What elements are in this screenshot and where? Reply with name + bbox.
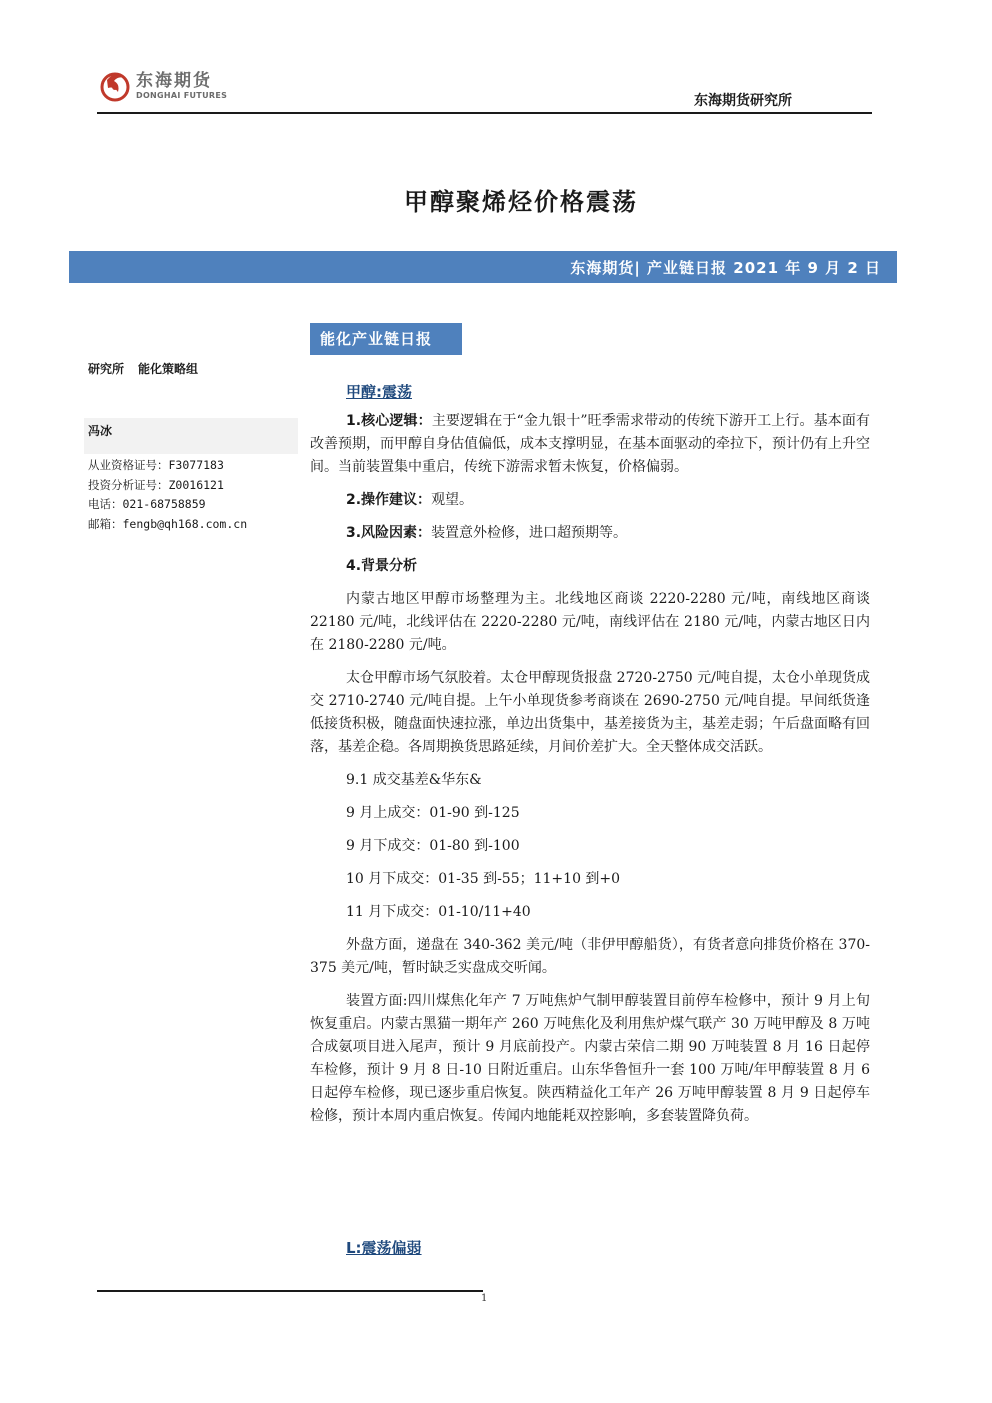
author-contacts [88,456,247,534]
core-logic-text: 主要逻辑在于“金九银十”旺季需求带动的传统下游开工上行。基本面有改善预期，而甲醇自身估值偏低，成本支撑明显，在基本面驱动的牵拉下，预计仍有上升空间。当前装置集中重启，传统下游需求暂未恢复，价格偏弱。 [310,413,870,475]
logo-english-text: DONGHAI FUTURES [136,91,228,100]
outer-market-paragraph: 外盘方面，递盘在 340-362 美元/吨（非伊甲醇船货），有货者意向排货价格在 370-375 美元/吨，暂时缺乏实盘成交听闻。 [310,937,870,976]
deal-line: 9 月下成交：01-80 到-100 [346,838,520,854]
deal-line: 9.1 成交基差&华东& [346,772,482,788]
background-label: 4.背景分析 [346,558,418,574]
header-divider [97,112,872,114]
deal-line: 9 月上成交：01-90 到-125 [346,805,520,821]
section-tab: 能化产业链日报 [310,323,462,355]
logo-chinese-text: 东海期货 [136,71,212,91]
analyst-number: 投资分析证号：Z0016121 [88,477,224,492]
report-banner [69,251,897,283]
core-logic [310,410,870,479]
company-logo [98,66,238,106]
deal-line: 11 月下成交：01-10/11+40 [346,904,531,920]
risk-label: 3.风险因素： [346,525,432,541]
team-name: 能化策略组 [138,362,199,376]
risk-factors [310,522,870,545]
author-name: 冯冰 [88,424,113,438]
page-number: 1 [481,1293,488,1304]
operation-label: 2.操作建议： [346,492,432,508]
background-heading [310,555,870,578]
inner-mongolia-paragraph: 内蒙古地区甲醇市场整理为主。北线地区商谈 2220-2280 元/吨，南线地区商谈 22180 元/吨，北线评估在 2220-2280 元/吨，南线评估在 2180 元/吨，内蒙古地区日内在 2180-2280 元/吨。 [310,591,870,653]
phone: 电话：021-68758859 [88,497,206,511]
risk-text: 装置意外检修，进口超预期等。 [431,525,628,541]
core-logic-label: 1.核心逻辑： [346,413,432,429]
email: 邮箱：fengb@qh168.com.cn [88,516,248,531]
footer-divider [97,1290,483,1292]
taicang-paragraph: 太仓甲醇市场气氛胶着。太仓甲醇现货报盘 2720-2750 元/吨自提，太仓小单现货成交 2710-2740 元/吨自提。上午小单现货参考商谈在 2690-2750 元/吨自提。早间纸货逢低接货积极，随盘面快速拉涨，单边出货集中，基差接货为主，基差走弱；午后盘面略有回落，基差企稳。各周期换货思路延续，月间价差扩大。全天整体成交活跃。 [310,670,870,755]
methanol-heading[interactable]: 甲醇:震荡 [346,383,412,401]
methanol-content [310,410,870,1138]
operation-text: 观望。 [431,492,474,508]
device-paragraph: 装置方面:四川煤焦化年产 7 万吨焦炉气制甲醇装置目前停车检修中，预计 9 月上旬恢复重启。内蒙古黑猫一期年产 260 万吨焦化及利用焦炉煤气联产 30 万吨甲醇及 8 万吨合成氨项目进入尾声，预计 9 月底前投产。内蒙古荣信二期 90 万吨装置 8 月 16 日起停车检修，预计 9 月 8 日-10 日附近重启。山东华鲁恒升一套 100 万吨/年甲醇装置 8 月 6 日起停车检修，现已逐步重启恢复。陕西精益化工年产 26 万吨甲醇装置 8 月 9 日起停车检修，预计本周内重启恢复。传闻内地能耗双控影响，多套装置降负荷。 [310,993,870,1124]
operation-advice [310,489,870,512]
institute-name: 东海期货研究所 [694,93,792,109]
dragon-logo-icon [98,68,132,104]
research-team [88,360,198,377]
report-title: 甲醇聚烯烃价格震荡 [404,188,638,216]
license-number: 从业资格证号：F3077183 [88,458,224,472]
pe-heading[interactable]: L:震荡偏弱 [346,1239,422,1257]
author-box [84,418,298,454]
deal-line: 10 月下成交：01-35 到-55；11+10 到+0 [346,871,621,887]
banner-text: 东海期货| 产业链日报 2021 年 9 月 2 日 [570,259,881,277]
org-name: 研究所 [88,362,125,376]
